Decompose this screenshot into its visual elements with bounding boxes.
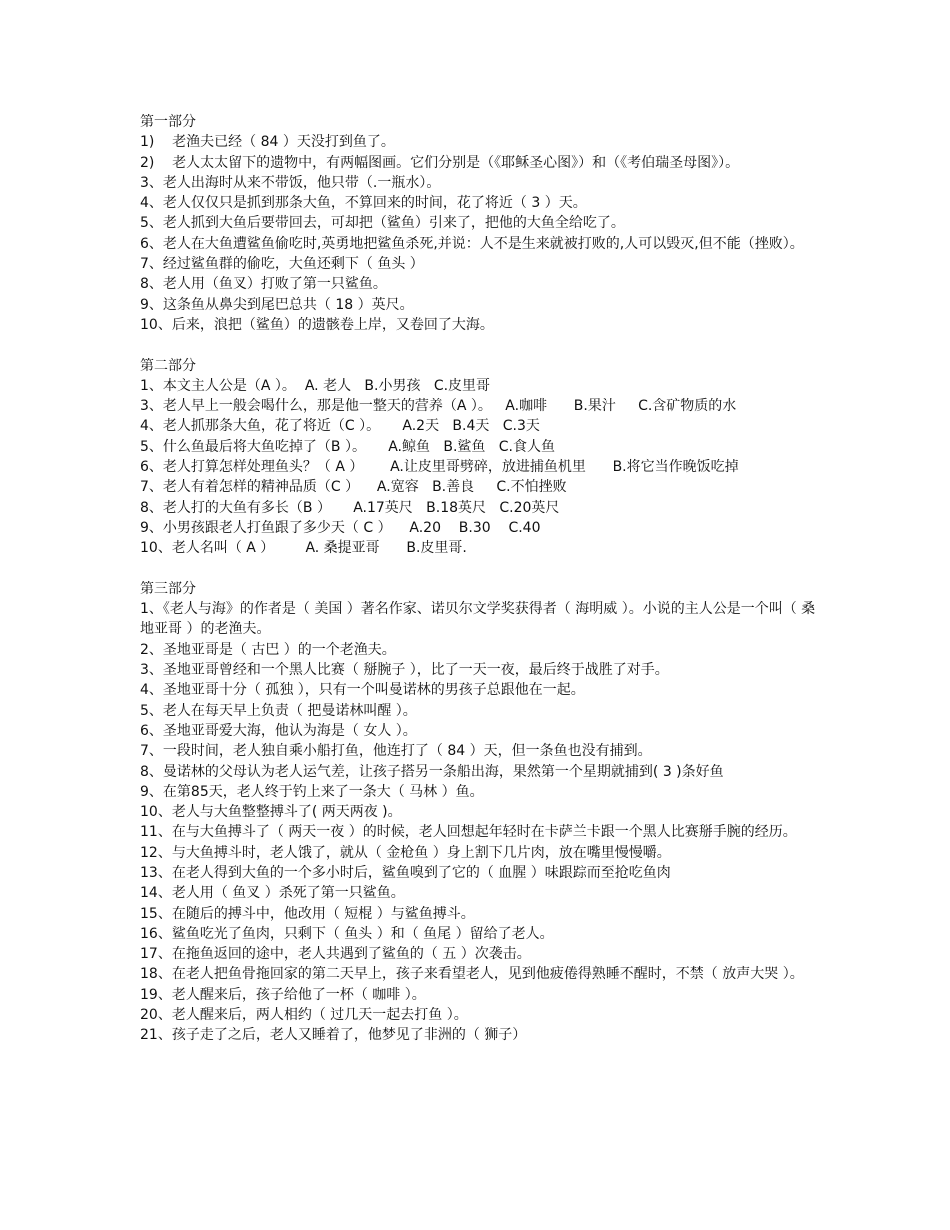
question-line: 5、老人在每天早上负责（ 把曼诺林叫醒 ）。 <box>140 702 417 719</box>
question-line: 18、在老人把鱼骨拖回家的第二天早上，孩子来看望老人，见到他疲倦得熟睡不醒时，不禁（ 放声大哭 ）。 <box>140 966 804 983</box>
question-line: 5、什么鱼最后将大鱼吃掉了（B ）。 A.鲸鱼 B.鲨鱼 C.食人鱼 <box>140 438 555 455</box>
question-line: 8、曼诺林的父母认为老人运气差，让孩子搭另一条船出海，果然第一个星期就捕到( 3 )条好鱼 <box>140 763 724 780</box>
question-line: 8、老人用（鱼叉）打败了第一只鲨鱼。 <box>140 276 387 293</box>
question-line: 7、老人有着怎样的精神品质（C ） A.宽容 B.善良 C.不怕挫败 <box>140 479 567 496</box>
question-line: 16、鲨鱼吃光了鱼肉，只剩下（ 鱼头 ）和（ 鱼尾 ）留给了老人。 <box>140 925 554 942</box>
question-line: 10、后来，浪把（鲨鱼）的遗骸卷上岸，又卷回了大海。 <box>140 316 494 333</box>
section-title: 第三部分 <box>140 580 196 597</box>
section-gap <box>140 335 820 355</box>
question-line: 1、本文主人公是（A ）。 A. 老人 B.小男孩 C.皮里哥 <box>140 377 491 394</box>
question-line: 19、老人醒来后，孩子给他了一杯（ 咖啡 ）。 <box>140 986 426 1003</box>
question-line: 6、圣地亚哥爱大海，他认为海是（ 女人 ）。 <box>140 722 417 739</box>
question-line: 7、一段时间，老人独自乘小船打鱼，他连打了（ 84 ）天，但一条鱼也没有捕到。 <box>140 743 652 760</box>
section-title: 第一部分 <box>140 114 196 130</box>
question-line: 9、这条鱼从鼻尖到尾巴总共（ 18 ）英尺。 <box>140 296 414 313</box>
section-2 <box>140 356 820 559</box>
question-line: 10、老人名叫（ A ） A. 桑提亚哥 B.皮里哥. <box>140 540 467 557</box>
section-3 <box>140 579 820 1046</box>
question-line: 3、老人出海时从来不带饭，他只带（.一瓶水）。 <box>140 174 441 191</box>
section-title: 第二部分 <box>140 357 196 374</box>
question-line: 3、圣地亚哥曾经和一个黑人比赛（ 掰腕子 ），比了一天一夜，最后终于战胜了对手。 <box>140 662 669 679</box>
question-line: 13、在老人得到大鱼的一个多小时后，鲨鱼嗅到了它的（ 血腥 ）味跟踪而至抢吃鱼肉 <box>140 864 671 881</box>
question-line: 9、小男孩跟老人打鱼跟了多少天（ C ） A.20 B.30 C.40 <box>140 519 541 536</box>
question-line: 9、在第85天，老人终于钓上来了一条大（ 马林 ）鱼。 <box>140 783 484 800</box>
question-line: 10、老人与大鱼整整搏斗了( 两天两夜 )。 <box>140 804 402 821</box>
question-line: 12、与大鱼搏斗时，老人饿了，就从（ 金枪鱼 ）身上割下几片肉，放在嘴里慢慢嚼。 <box>140 844 671 861</box>
question-line: 8、老人打的大鱼有多长（B ） A.17英尺 B.18英尺 C.20英尺 <box>140 499 560 516</box>
question-line: 1、《老人与海》的作者是（ 美国 ）著名作家、诺贝尔文学奖获得者（ 海明威 ）。小说的主人公是一个叫（ 桑地亚哥 ）的老渔夫。 <box>140 601 816 638</box>
question-line: 17、在拖鱼返回的途中，老人共遇到了鲨鱼的（ 五 ）次袭击。 <box>140 946 531 963</box>
question-line: 1) 老渔夫已经（ 84 ）天没打到鱼了。 <box>140 134 395 151</box>
section-gap <box>140 559 820 579</box>
question-line: 4、圣地亚哥十分（ 孤独 ），只有一个叫曼诺林的男孩子总跟他在一起。 <box>140 682 585 699</box>
document-page <box>140 112 820 1046</box>
question-line: 3、老人早上一般会喝什么，那是他一整天的营养（A ）。 A.咖啡 B.果汁 C.含矿物质的水 <box>140 398 737 415</box>
question-line: 4、老人抓那条大鱼，花了将近（C ）。 A.2天 B.4天 C.3天 <box>140 418 540 435</box>
question-line: 15、在随后的搏斗中，他改用（ 短棍 ）与鲨鱼搏斗。 <box>140 905 475 922</box>
question-line: 6、老人打算怎样处理鱼头？（ A ） A.让皮里哥劈碎，放进捕鱼机里 B.将它当作晚饭吃掉 <box>140 459 739 476</box>
question-line: 5、老人抓到大鱼后要带回去，可却把（鲨鱼）引来了，把他的大鱼全给吃了。 <box>140 215 625 232</box>
question-line: 21、孩子走了之后，老人又睡着了，他梦见了非洲的（ 狮子） <box>140 1027 527 1044</box>
question-line: 11、在与大鱼搏斗了（ 两天一夜 ）的时候，老人回想起年轻时在卡萨兰卡跟一个黑人比赛掰手腕的经历。 <box>140 824 797 841</box>
question-line: 20、老人醒来后，两人相约（ 过几天一起去打鱼 ）。 <box>140 1007 468 1024</box>
question-line: 7、经过鲨鱼群的偷吃，大鱼还剩下（ 鱼头 ） <box>140 256 424 273</box>
question-line: 4、老人仅仅只是抓到那条大鱼，不算回来的时间，花了将近（ 3 ）天。 <box>140 195 587 212</box>
section-1 <box>140 112 820 335</box>
question-line: 2、圣地亚哥是（ 古巴 ）的一个老渔夫。 <box>140 641 396 658</box>
question-line: 14、老人用（ 鱼叉 ）杀死了第一只鲨鱼。 <box>140 885 405 902</box>
question-line: 6、老人在大鱼遭鲨鱼偷吃时,英勇地把鲨鱼杀死,并说：人不是生来就被打败的,人可以毁灭,但不能（挫败）。 <box>140 235 804 252</box>
question-line: 2) 老人太太留下的遗物中，有两幅图画。它们分别是（《耶稣圣心图》）和（《考伯瑞圣母图》）。 <box>140 154 740 171</box>
